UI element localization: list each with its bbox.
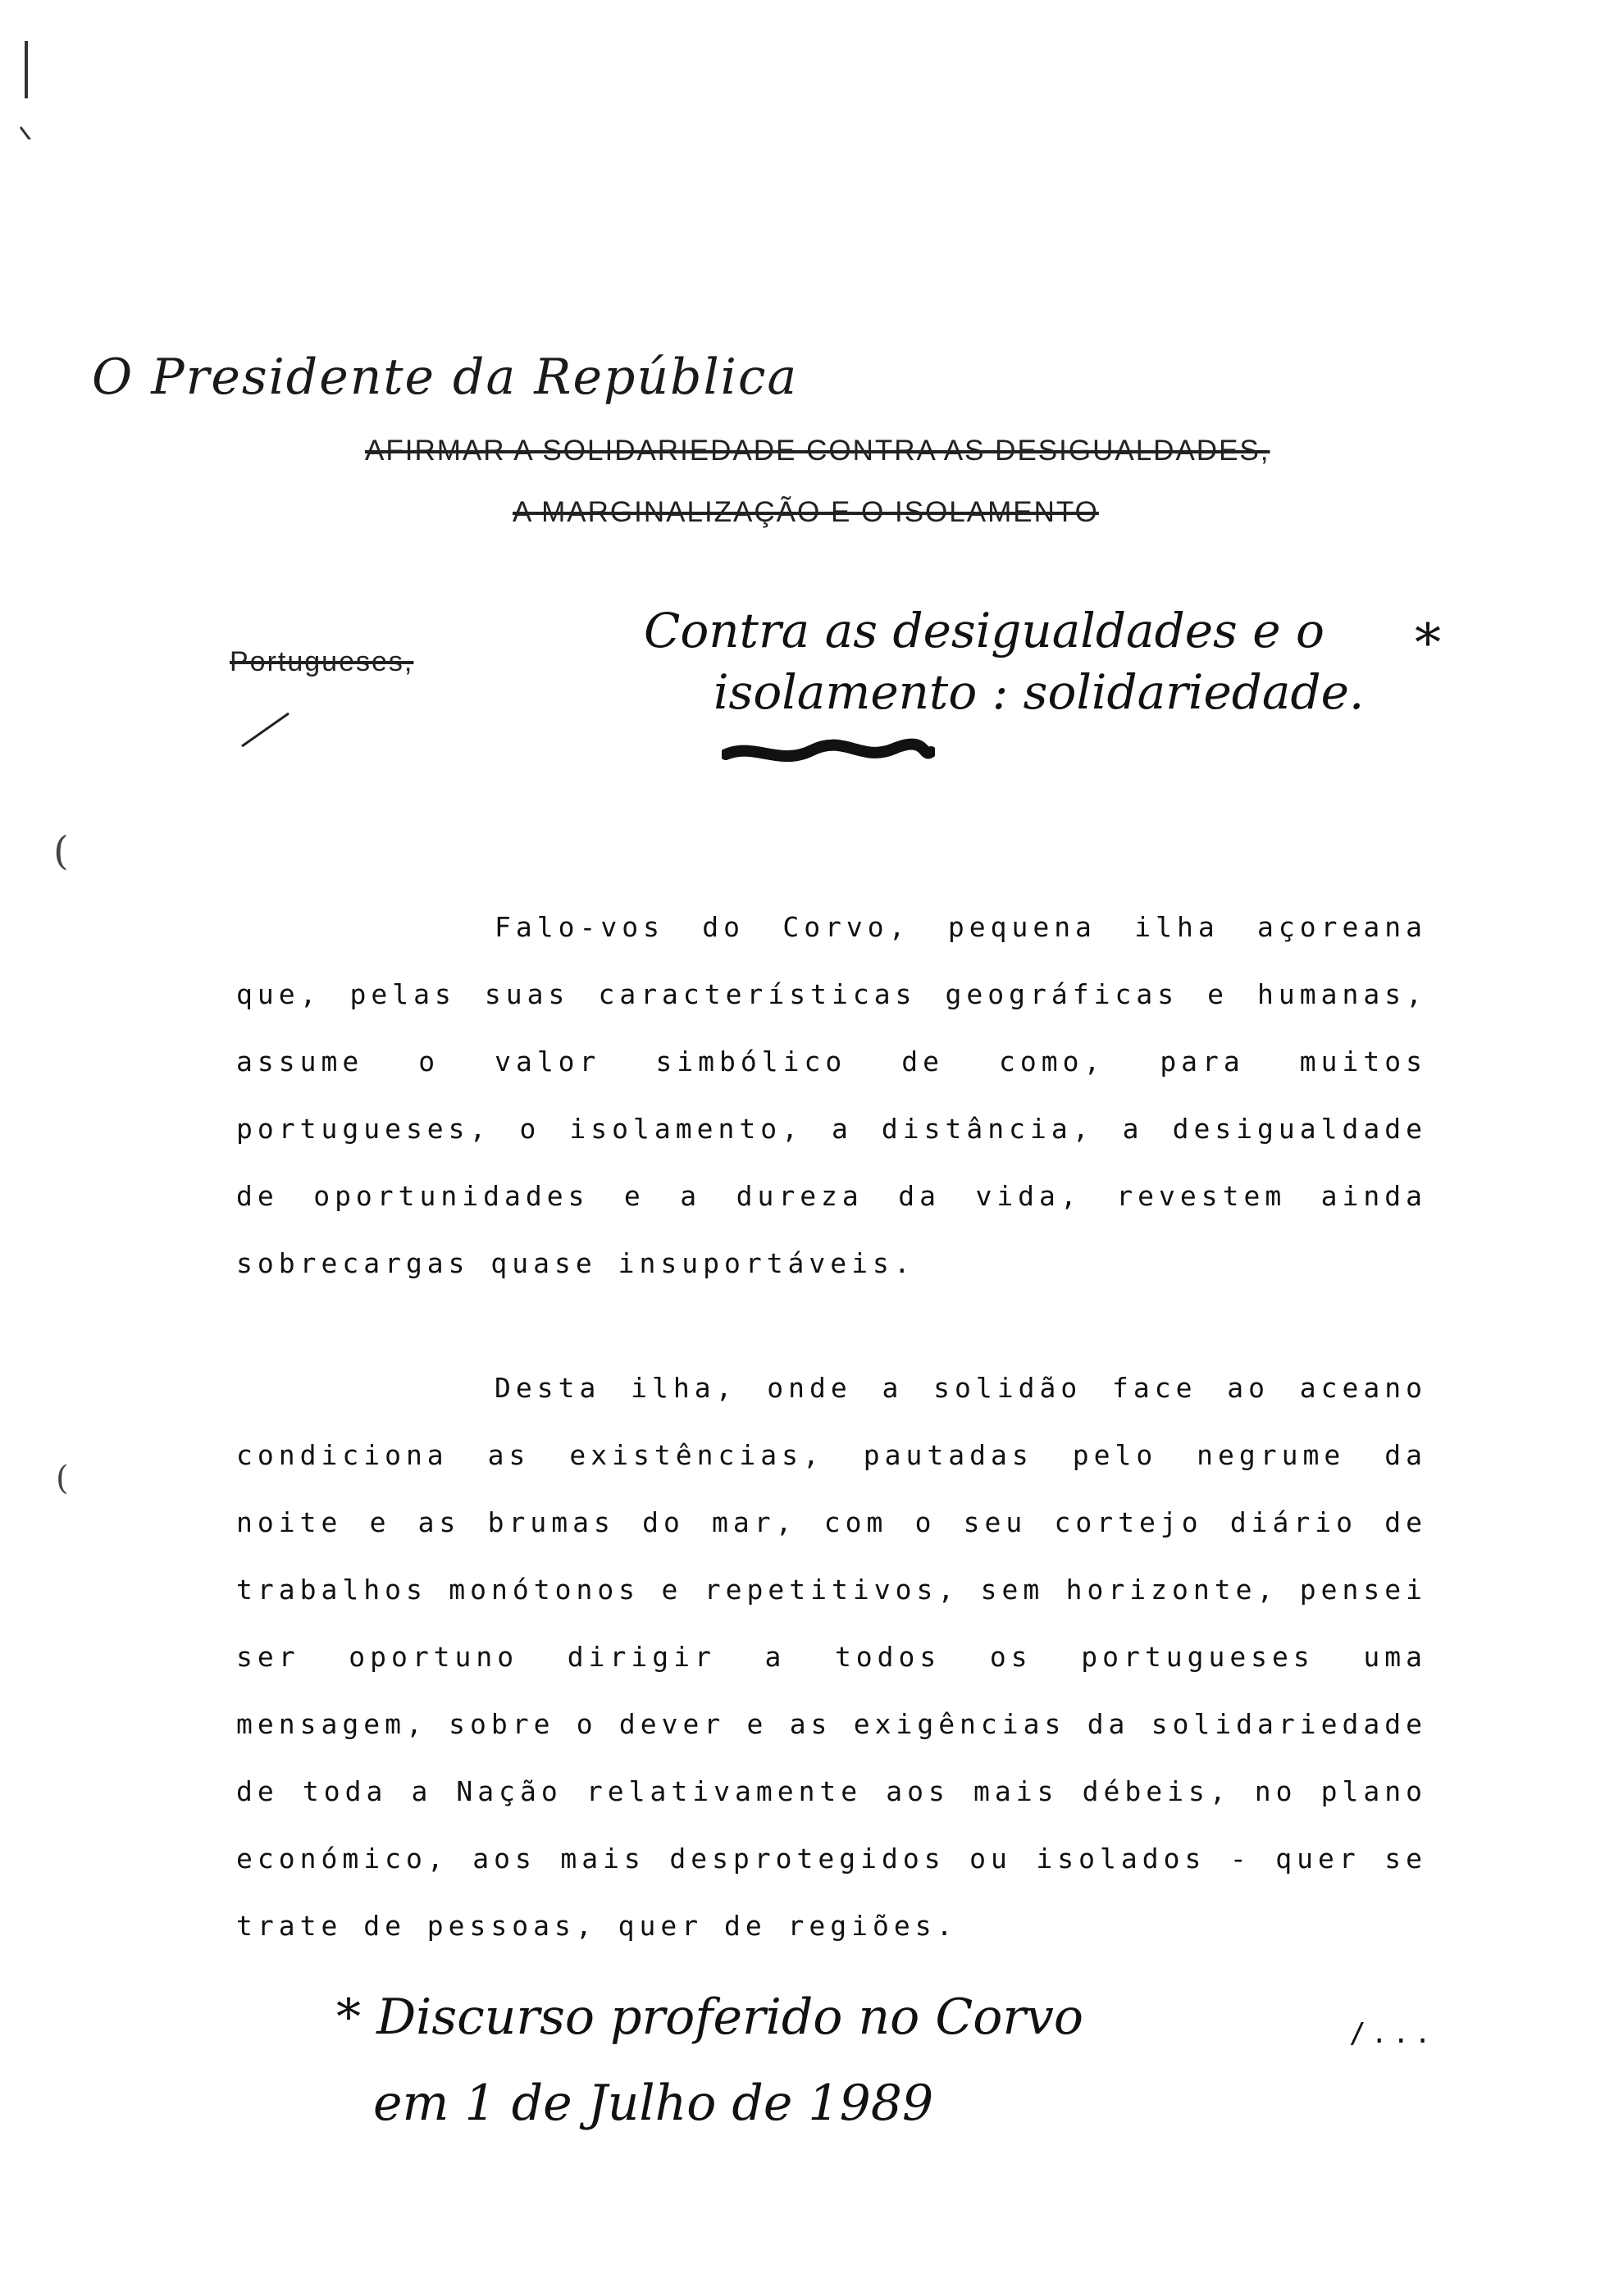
handwritten-asterisk: *	[1415, 613, 1441, 674]
paragraph-1: Falo-vos do Corvo, pequena ilha açoreana que, pelas suas características geográficas e humanas, assume o valor simbólico de como, para muitos portugueses, o isolamento, a distância, a desigualdade de oportunidades e a dureza da vida, revestem ainda sobrecargas quase insuportáveis.	[236, 911, 1427, 1279]
handwritten-title-line-1: Contra as desigualdades e o	[644, 603, 1324, 658]
handwritten-note-line-1: * Discurso proferido no Corvo	[336, 1988, 1084, 2046]
struck-salutation: Portugueses,	[230, 646, 414, 677]
struck-title-line-2: A MARGINALIZAÇÃO E O ISOLAMENTO	[513, 496, 1099, 528]
staple-mark	[8, 33, 82, 139]
slash-mark	[238, 709, 295, 750]
margin-bracket-1: (	[53, 828, 69, 874]
handwritten-note-line-2: em 1 de Julho de 1989	[373, 2075, 934, 2132]
letterhead: O Presidente da República	[92, 348, 799, 406]
body-text-2	[236, 1355, 1427, 1960]
struck-title-line-1: AFIRMAR A SOLIDARIEDADE CONTRA AS DESIGUALDADES,	[365, 435, 1270, 467]
paragraph-2: Desta ilha, onde a solidão face ao aceano condiciona as existências, pautadas pelo negrume da noite e as brumas do mar, com o seu cortejo diário de trabalhos monótonos e repetitivos, sem horizonte, pensei ser oportuno dirigir a todos os portugueses uma mensagem, sobre o dever e as exigências da solidariedade de toda a Nação relativamente aos mais débeis, no plano económico, aos mais desprotegidos ou isolados - quer se trate de pessoas, quer de regiões.	[236, 1372, 1427, 1942]
margin-bracket-2: (	[56, 1460, 69, 1497]
handwritten-title-line-2: isolamento : solidariedade.	[714, 664, 1365, 720]
scribble-strikeout	[722, 734, 935, 775]
body-text	[236, 894, 1427, 1297]
continued-marker: /...	[1349, 2017, 1436, 2050]
